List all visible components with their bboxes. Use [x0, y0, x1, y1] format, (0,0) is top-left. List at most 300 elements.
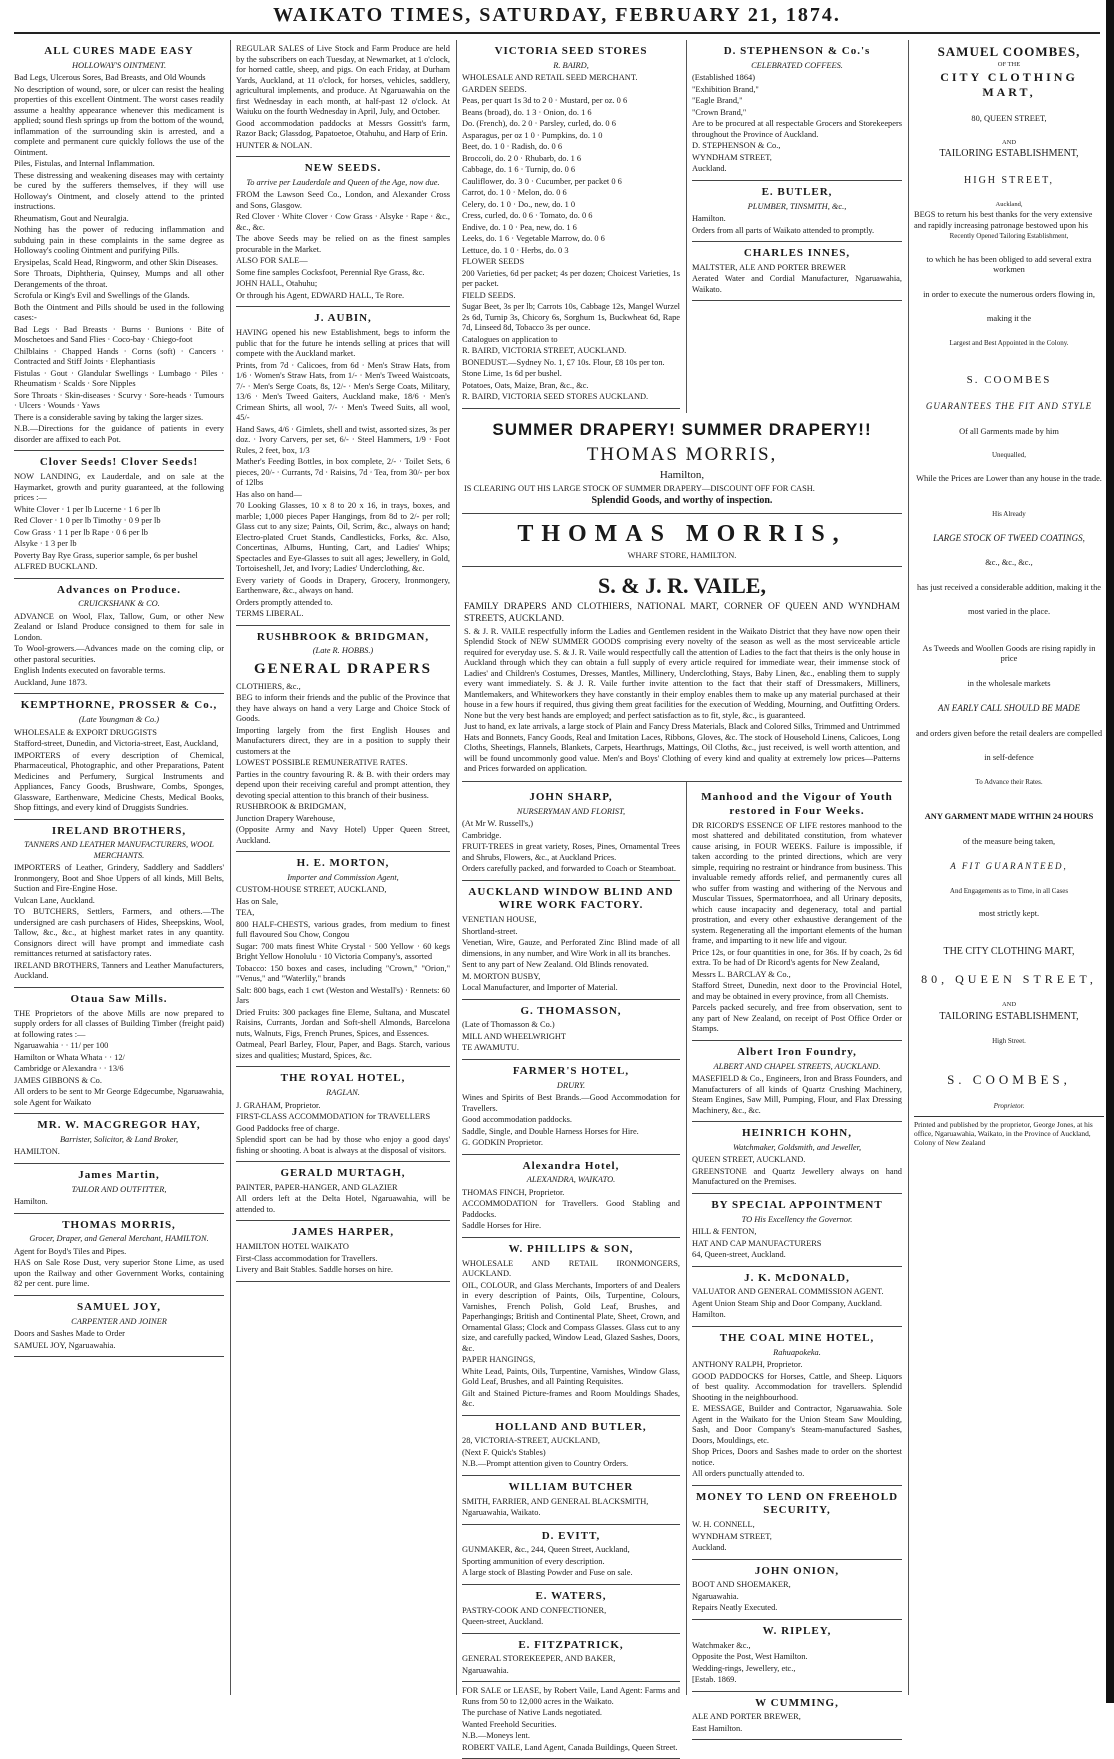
ad-heading: Albert Iron Foundry,	[737, 1045, 857, 1058]
ad-line: QUEEN STREET, AUCKLAND.	[692, 1155, 806, 1165]
ad-line: Oatmeal, Pearl Barley, Flour, Paper, and Bags. Starch, various sizes and qualities; Mustard, Spices, &c.	[236, 1040, 450, 1060]
ad-line: "Exhibition Brand,"	[692, 84, 759, 94]
advertisement	[14, 1164, 224, 1214]
ad-heading: NEW SEEDS.	[304, 162, 382, 174]
ad-line: FIRST-CLASS ACCOMMODATION for TRAVELLERS	[236, 1112, 431, 1121]
ad-line: (Next F. Quick's Stables)	[462, 1447, 546, 1457]
ad-line: NOW LANDING, ex Lauderdale, and on sale at the Haymarket, growth and purity guaranteed, at the following prices :—	[14, 472, 224, 502]
ad-line: East Hamilton.	[692, 1723, 743, 1733]
ad-line: ALFRED BUCKLAND.	[14, 562, 98, 571]
advertisement	[14, 694, 224, 819]
advertisement	[236, 157, 450, 307]
ad-line: Sore Throats · Skin-diseases · Scurvy · Sore-heads · Tumours · Ulcers · Wounds · Yaws	[14, 390, 224, 411]
ad-line: Both the Ointment and Pills should be used in the following cases:-	[14, 302, 224, 323]
ad-subheading: Barrister, Solicitor, & Land Broker,	[59, 1134, 179, 1144]
ad-heading: BY SPECIAL APPOINTMENT	[711, 1198, 883, 1211]
coombes-line: and orders given before the retail dealers are compelled	[915, 728, 1103, 738]
ad-line: HAT AND CAP MANUFACTURERS	[692, 1238, 822, 1248]
advertisement	[692, 1620, 902, 1692]
ad-subheading: (Late R. HOBBS.)	[312, 646, 374, 656]
ad-line: Cress, curled, do. 0 6 · Tomato, do. 0 6	[462, 211, 593, 221]
ad-line: Livery and Bait Stables. Saddle horses on hire.	[236, 1265, 393, 1274]
ad-line: Are to be procured at all respectable Grocers and Storekeepers throughout the Province of Auckland.	[692, 119, 902, 139]
ad-line: Wanted Freehold Securities.	[462, 1719, 557, 1729]
ad-line: Saddle Horses for Hire.	[462, 1221, 542, 1231]
ad-subheading: To arrive per Lauderdale and Queen of the Age, now due.	[246, 177, 440, 187]
ad-line: "Crown Brand,"	[692, 107, 747, 117]
advertisement	[462, 1060, 680, 1155]
advertisement	[236, 1162, 450, 1221]
ad-line: 200 Varieties, 6d per packet; 4s per dozen; Choicest Varieties, 1s per packet.	[462, 268, 680, 289]
advertisement	[462, 1000, 680, 1060]
ad-subheading: HOLLOWAY'S OINTMENT.	[71, 60, 167, 70]
coombes-line: to which he has been obliged to add several extra workmen	[926, 254, 1092, 275]
ad-line: Auckland, June 1873.	[14, 677, 88, 687]
ad-heading: E. BUTLER,	[761, 185, 833, 198]
ad-line: HUNTER & NOLAN.	[236, 140, 313, 150]
ad-line: WYNDHAM STREET,	[692, 152, 772, 162]
ad-line: GENERAL STOREKEEPER, AND BAKER,	[462, 1654, 616, 1664]
advertisement	[692, 1692, 902, 1741]
coombes-advert	[914, 40, 1104, 1116]
ad-line: Beans (broad), do. 1 3 · Onion, do. 1 6	[462, 107, 592, 117]
ad-line: First-Class accommodation for Travellers.	[236, 1253, 378, 1263]
ad-line: Scrofula or King's Evil and Swellings of the Glands.	[14, 291, 190, 301]
coombes-of: OF THE	[997, 61, 1021, 69]
ad-line: Ngaruawahia.	[692, 1591, 739, 1601]
ad-heading: J. AUBIN,	[314, 312, 372, 325]
ad-line: Has also on hand—	[236, 489, 302, 499]
ad-subheading: CRUICKSHANK & CO.	[78, 599, 160, 609]
coombes-line: S. COOMBES,	[947, 1071, 1071, 1087]
coombes-line: in self-defence	[984, 753, 1034, 763]
ad-subheading: CELEBRATED COFFEES.	[751, 60, 843, 70]
coombes-auckland: Auckland,	[995, 201, 1023, 208]
ad-line: Fistulas · Gout · Glandular Swellings · Lumbago · Piles · Rheumatism · Scalds · Sore Nipples	[14, 368, 224, 389]
ad-line: Potatoes, Oats, Maize, Bran, &c., &c.	[462, 380, 589, 390]
ad-line: Stone Lime, 1s 6d per bushel.	[462, 369, 562, 379]
advertisement	[236, 307, 450, 625]
ad-line: Chilblains · Chapped Hands · Corns (soft) · Cancers · Contracted and Stiff Joints · Elephantiasis	[14, 346, 224, 367]
ad-subheading: TANNERS AND LEATHER MANUFACTURERS, WOOL MERCHANTS.	[24, 840, 214, 860]
thomas-morris-large-heading: THOMAS MORRIS,	[517, 520, 847, 547]
vaile-text: S. & J. R. VAILE respectfully inform the Ladies and Gentlemen resident in the Waikato District that they have now open their Splendid Stock of NEW SUMMER GOODS comprising every novelty of the season as well as the most serviceable article required for everyday use. S. & J. R. Vaile would respectfully call the attention of Ladies to the fact that theirs is the only house in Auckland through which they can obtain a full supply of every article required for immediate wear, their immense stock of Ladies' and Children's Costumes, Dresses, Mantles, Millinery, Underclothing, Stays, Baby Linen, &c., enabling them to supply every want immediately. S. & J. R. Vaile further invite attention to the fact that their staff of Dressmakers, Milliners, Mantlemakers, and Whiteworkers they have constantly in their employ enables them to make up any material purchased at their house in a few hours if required, thus giving them great facilities for the execution of Wedding, Mourning, and Outfitting Orders. None but the very best hands are employed; and perfect satisfaction as to fit, style, &c., is guaranteed.	[464, 626, 900, 720]
ad-heading: IRELAND BROTHERS,	[51, 824, 187, 837]
column-divider	[230, 40, 231, 1695]
coombes-line: GUARANTEES THE FIT AND STYLE	[925, 401, 1093, 412]
ad-line: E. MESSAGE, Builder and Contractor, Ngaruawahia. Sole Agent in the Waikato for the Union Steam Saw Moulding, Sash, and Door Company's Steam-manufactured Sashes, Doors, Mouldings, etc.	[692, 1404, 902, 1445]
page-edge-shadow	[1106, 0, 1114, 1703]
advertisement	[462, 1238, 680, 1416]
ad-line: 64, Queen-street, Auckland.	[692, 1250, 786, 1259]
ad-line: 28, VICTORIA-STREET, AUCKLAND,	[462, 1436, 600, 1446]
coombes-line: most varied in the place.	[967, 607, 1051, 617]
ad-line: No description of wound, sore, or ulcer can resist the healing properties of this excellent Ointment. The worst cases readily assume a healthy appearance whenever this medicament is applied; sound flesh springs up from the bottom of the wound, inflammation of the surrounding skin is arrested, and a complete and permanent cure quickly follows the use of the Ointment.	[14, 84, 224, 157]
ad-line: Price 12s, or four quantities in one, for 36s. If by coach, 2s 6d extra. To be had of Dr Ricord's agents for New Zealand,	[692, 947, 902, 968]
ad-line: Venetian, Wire, Gauze, and Perforated Zinc Blind made of all dimensions, in any number, and Wire Work in all its branches.	[462, 938, 680, 958]
ad-line: HAVING opened his new Establishment, begs to inform the public that for the future he intends selling at prices that will compete with the Auckland market.	[236, 328, 450, 358]
ad-heading: W. RIPLEY,	[762, 1624, 832, 1637]
ad-line: Doors and Sashes Made to Order	[14, 1329, 125, 1338]
coombes-high-street: HIGH STREET,	[964, 174, 1054, 186]
ad-heading: MONEY TO LEND ON FREEHOLD SECURITY,	[695, 1490, 899, 1517]
advertisement	[236, 626, 450, 853]
ad-line: PAINTER, PAPER-HANGER, AND GLAZIER	[236, 1182, 398, 1192]
ad-line: Local Manufacturer, and Importer of Material.	[462, 983, 618, 992]
ad-line: (At Mr W. Russell's,)	[462, 819, 534, 828]
ad-line: HAMILTON HOTEL WAIKATO	[236, 1242, 349, 1251]
ad-heading: MR. W. MACGREGOR HAY,	[37, 1119, 201, 1131]
ad-heading: James Martin,	[78, 1168, 160, 1181]
ad-heading: FARMER'S HOTEL,	[512, 1064, 630, 1077]
ad-heading: J. K. McDONALD,	[744, 1271, 850, 1284]
ad-subheading: TO His Excellency the Governor.	[741, 1214, 853, 1224]
ad-line: SAMUEL JOY, Ngaruawahia.	[14, 1340, 116, 1350]
ad-line: SMITH, FARRIER, AND GENERAL BLACKSMITH,	[462, 1496, 649, 1506]
ad-line: Good accommodation paddocks at Messrs Gossitt's farm, Razor Back; Glassdog, Papatoetoe, Otahuhu, and Harp of Erin.	[236, 118, 450, 138]
ad-line: Has on Sale,	[236, 896, 279, 906]
ad-line: BEG to inform their friends and the public of the Province that they have always on hand a very Large and Choice Stock of Goods.	[236, 693, 450, 723]
coombes-line: 80, QUEEN STREET,	[921, 972, 1097, 987]
summer-drapery-banner: SUMMER DRAPERY! SUMMER DRAPERY!!	[492, 420, 872, 439]
ad-line: WYNDHAM STREET,	[692, 1531, 772, 1541]
advertisement	[692, 40, 902, 181]
coombes-line: His Already	[992, 510, 1026, 519]
ad-subheading: Watchmaker, Goldsmith, and Jeweller,	[732, 1142, 862, 1152]
ad-line: Auckland.	[692, 1543, 727, 1552]
ad-line: Importing largely from the first English Houses and Manufacturers direct, they are in a position to supply their customers at the	[236, 725, 450, 756]
ad-subheading: (Late Youngman & Co.)	[78, 715, 160, 724]
ad-line: MILL AND WHEELWRIGHT	[462, 1031, 567, 1041]
masthead-rule	[14, 32, 1100, 34]
advertisement	[14, 1214, 224, 1296]
ad-line: White Lead, Paints, Oils, Turpentine, Varnishes, Window Glass, Gold Leaf, Brushes, and all Painting Requisites.	[462, 1366, 680, 1386]
advertisement	[14, 579, 224, 695]
masthead: WAIKATO TIMES, SATURDAY, FEBRUARY 21, 1874.	[273, 4, 841, 26]
ad-heading: W CUMMING,	[755, 1696, 839, 1709]
ad-line: FIELD SEEDS.	[462, 290, 516, 300]
ad-line: LOWEST POSSIBLE REMUNERATIVE RATES.	[236, 758, 408, 767]
advertisement	[692, 1267, 902, 1327]
ad-heading: JOHN ONION,	[754, 1564, 840, 1577]
ad-line: Do. (French), do. 2 0 · Parsley, curled, do. 0 6	[462, 119, 616, 129]
ad-heading: E. FITZPATRICK,	[518, 1638, 624, 1651]
ad-line: GUNMAKER, &c., 244, Queen Street, Auckland,	[462, 1545, 630, 1555]
ad-line: W. H. CONNELL,	[692, 1520, 755, 1529]
ad-line: "Eagle Brand,"	[692, 96, 743, 106]
ad-line: Wedding-rings, Jewellery, etc.,	[692, 1663, 796, 1673]
ad-line: Rheumatism, Gout and Neuralgia.	[14, 213, 129, 223]
ad-heading: THE COAL MINE HOTEL,	[719, 1331, 875, 1344]
ad-heading: G. THOMASSON,	[520, 1004, 622, 1017]
ad-heading: AUCKLAND WINDOW BLIND AND WIRE WORK FACTORY.	[468, 885, 674, 912]
ad-heading: Advances on Produce.	[57, 583, 181, 596]
ad-line: G. GODKIN Proprietor.	[462, 1138, 543, 1147]
ad-line: Catalogues on application to	[462, 334, 558, 344]
ad-line: Lettuce, do. 1 0 · Herbs, do. 0 3	[462, 245, 569, 255]
ad-line: TO BUTCHERS, Settlers, Farmers, and others.—The undersigned are cash purchasers of Hides, Sheepskins, Wool, Tallow, &c., &c., at highest market rates in any quantity. Consignors direct will have prompt and immediate cash remittances returned at satisfactory rates.	[14, 907, 224, 959]
ad-line: Prints, from 7d · Calicoes, from 6d · Men's Straw Hats, from 1/6 · Women's Straw Hats, from 1/- · Men's Tweed Waistcoats, 7/- · Men's Serge Coats, 8s, 12/- · Men's Serge Coats, Military, 13/6 · Men's Tweed Gaiters, Auckland make, 18/6 · Men's Crimean Shirts, all wool, 7/- · Men's Tweed Suits, all wool, 45/-	[236, 360, 450, 422]
ad-subheading: Grocer, Draper, and General Merchant, HAMILTON.	[29, 1234, 209, 1244]
advertisement	[462, 881, 680, 1000]
advertisement	[462, 1476, 680, 1525]
ad-line: Queen-street, Auckland.	[462, 1617, 544, 1626]
ad-heading: Manhood and the Vigour of Youth restored in Four Weeks.	[701, 791, 893, 817]
advertisement	[14, 988, 224, 1114]
ad-line: Parcels packed securely, and free from observation, sent to any part of New Zealand, on receipt of Post Office Order or Stamps.	[692, 1003, 902, 1034]
advertisement	[462, 1634, 680, 1683]
summer-drapery-advert	[462, 413, 902, 782]
ad-line: Orders from all parts of Waikato attended to promptly.	[692, 225, 875, 235]
ad-line: There is a considerable saving by taking the larger sizes.	[14, 412, 204, 422]
ad-line: J. GRAHAM, Proprietor.	[236, 1100, 321, 1110]
coombes-line: To Advance their Rates.	[975, 777, 1043, 786]
coombes-line: AN EARLY CALL SHOULD BE MADE	[938, 703, 1080, 714]
ad-heading: D. STEPHENSON & Co.'s	[723, 45, 871, 57]
ad-line: Sore Throats, Diphtheria, Quinsey, Mumps and all other Derangements of the throat.	[14, 269, 224, 289]
ad-line: FROM the Lawson Seed Co., London, and Alexander Cross and Sons, Glasgow.	[236, 190, 450, 210]
ad-line: ADVANCE on Wool, Flax, Tallow, Gum, or other New Zealand or Island Produce consigned to them for sale in London.	[14, 611, 224, 642]
ad-subheading: RAGLAN.	[326, 1088, 360, 1097]
ad-line: Asparagus, per oz 1 0 · Pumpkins, do. 1 0	[462, 130, 603, 140]
ad-heading: CHARLES INNES,	[743, 247, 851, 259]
coombes-name: S. COOMBES	[966, 373, 1052, 386]
ad-line: Stafford Street, Dunedin, next door to the Provincial Hotel, and may be obtained in every province, from all Chemists.	[692, 981, 902, 1001]
ad-line: All orders to be sent to Mr George Edgecumbe, Ngaruawahia, sole Agent for Waikato	[14, 1087, 224, 1107]
vaile-text-2: Just to hand, ex late arrivals, a large stock of Plain and Fancy Dress Materials, Black and Colored Silks, Trimmed and Untrimmed Hats and Bonnets, Fancy Goods, Real and Imitation Laces, Ribbons, Gloves, &c. The stock of Household Linens, Calicoes, Long Cloths, Sheetings, Flannels, Blankets, Carpets, Hearthrugs, Mattings, Oil Cloths, &c., just received, is well worth attention, and will be found uncommonly good value. Men's and Boys' Clothing of every kind and quality at extremely low prices—Patterns and Prices forwarded on application.	[464, 722, 900, 773]
coombes-line: High Street.	[992, 1037, 1026, 1045]
ad-line: PAPER HANGINGS,	[462, 1355, 536, 1364]
ad-line: Or through his Agent, EDWARD HALL, Te Rore.	[236, 290, 405, 300]
ad-line: CUSTOM-HOUSE STREET, AUCKLAND,	[236, 885, 387, 895]
ad-line: Aerated Water and Cordial Manufacturer, Ngaruawahia, Waikato.	[692, 274, 902, 294]
ad-line: Vulcan Lane, Auckland.	[14, 895, 95, 905]
ad-heading: Alexandra Hotel,	[522, 1159, 620, 1172]
coombes-tailoring: TAILORING ESTABLISHMENT,	[939, 148, 1079, 159]
ad-line: Sugar Beet, 3s per lb; Carrots 10s, Cabbage 12s, Mangel Wurzel 2s 6d, Turnip 3s, Chicory 6s, Sorghum 1s, Buckwheat 6d, Rape 7d, Linseed 8d, Tobacco 3s per ounce.	[462, 302, 680, 333]
coombes-address: 80, QUEEN STREET,	[971, 114, 1047, 124]
ad-line: Stafford-street, Dunedin, and Victoria-street, East, Auckland,	[14, 739, 219, 748]
ad-line: Hamilton.	[14, 1197, 48, 1206]
ad-heading: HOLLAND AND BUTLER,	[495, 1420, 647, 1433]
ad-line: TE AWAMUTU.	[462, 1043, 520, 1053]
ad-heading: JAMES HARPER,	[291, 1226, 395, 1239]
ad-line: Messrs L. BARCLAY & Co.,	[692, 969, 791, 979]
coombes-line: Largest and Best Appointed in the Colony.	[949, 338, 1069, 347]
ad-line: FRUIT-TREES in great variety, Roses, Pines, Ornamental Trees and Shrubs, Flowers, &c., at Auckland Prices.	[462, 842, 680, 862]
ad-line: (Opposite Army and Navy Hotel) Upper Queen Street, Auckland.	[236, 825, 450, 845]
ad-subheading: R. BAIRD,	[553, 60, 589, 70]
ad-line: Shop Prices, Doors and Sashes made to order on the shortest notice.	[692, 1447, 902, 1467]
ad-line: Orders carefully packed, and forwarded to Coach or Steamboat.	[462, 864, 676, 873]
thomas-morris-advert	[462, 413, 902, 514]
ad-line: Sugar: 700 mats finest White Crystal · 500 Yellow · 60 kegs Bright Yellow Honolulu · 10 Victoria Company's, assorted	[236, 941, 450, 962]
coombes-line: ANY GARMENT MADE WITHIN 24 HOURS	[924, 812, 1094, 822]
ad-line: VENETIAN HOUSE,	[462, 915, 537, 924]
coombes-line: LARGE STOCK OF TWEED COATINGS,	[933, 533, 1085, 544]
ad-subheading: DRURY.	[556, 1080, 586, 1090]
advertisement	[692, 181, 902, 242]
ad-line: English Indents executed on favorable terms.	[14, 666, 166, 676]
coombes-line: most strictly kept.	[978, 909, 1040, 919]
thomas-morris-sub: Splendid Goods, and worthy of inspection.	[591, 495, 773, 507]
ad-line: FOR SALE or LEASE, by Robert Vaile, Land Agent: Farms and Runs from 50 to 12,000 acres in the Waikato.	[462, 1686, 680, 1706]
ad-subheading: ALEXANDRA, WAIKATO.	[526, 1175, 616, 1185]
ad-line: Piles, Fistulas, and Internal Inflammation.	[14, 159, 155, 169]
ad-line: Shortland-street.	[462, 926, 518, 936]
coombes-line: in order to execute the numerous orders flowing in,	[923, 289, 1095, 299]
advertisement	[236, 40, 450, 157]
thomas-morris-text: IS CLEARING OUT HIS LARGE STOCK OF SUMMER DRAPERY—DISCOUNT OFF FOR CASH.	[464, 483, 815, 493]
ad-line: Ngaruawahia, Waikato.	[462, 1508, 541, 1517]
thomas-morris-heading: THOMAS MORRIS,	[586, 444, 778, 466]
ad-line: Agent for Boyd's Tiles and Pipes.	[14, 1246, 127, 1256]
ad-line: Every variety of Goods in Drapery, Grocery, Ironmongery, Earthenware, &c., always on hand.	[236, 575, 450, 595]
ad-line: Hamilton.	[692, 1310, 726, 1320]
ad-line: These distressing and weakening diseases may with certainty be cured by the sufferers themselves, if they will use Holloway's Ointment, and closely attend to the printed instructions.	[14, 170, 224, 212]
ad-line: Gilt and Stained Picture-frames and Room Mouldings Shades, &c.	[462, 1388, 680, 1408]
ad-line: HILL & FENTON,	[692, 1227, 757, 1236]
thomas-morris-wharf-advert	[462, 514, 902, 568]
ad-line: To Wool-growers.—Advances made on the coming clip, or other pastoral securities.	[14, 644, 224, 664]
coombes-and: AND	[1001, 138, 1017, 146]
imprint: Printed and published by the proprietor, George Jones, at his office, Ngaruawahia, Waikato, in the Province of Auckland, Colony of New Zealand	[914, 1116, 1104, 1148]
ad-subheading: TAILOR AND OUTFITTER,	[71, 1184, 167, 1194]
ad-line: R. BAIRD, VICTORIA SEED STORES AUCKLAND.	[462, 392, 649, 402]
ad-heading: Clover Seeds! Clover Seeds!	[39, 456, 199, 469]
ad-line: Dried Fruits: 300 packages fine Eleme, Sultana, and Muscatel Raisins, Currants, Jordan and Soft-shell Almonds, Barcelona nuts, Walnuts, Figs, French Prunes, Spices, and Essences.	[236, 1007, 450, 1038]
ad-heading: RUSHBROOK & BRIDGMAN,	[256, 630, 430, 643]
coombes-line: AND	[1001, 1001, 1017, 1009]
ad-line: N.B.—Directions for the guidance of patients in every disorder are affixed to each Pot.	[14, 424, 224, 444]
ad-line: Repairs Neatly Executed.	[692, 1603, 778, 1613]
wharf-store-line: WHARF STORE, HAMILTON.	[627, 550, 737, 560]
advertisement	[14, 820, 224, 988]
ad-heading: THE ROYAL HOTEL,	[280, 1072, 406, 1085]
ad-line: HAMILTON.	[14, 1147, 60, 1157]
coombes-line: making it the	[986, 314, 1032, 324]
ad-line: THOMAS FINCH, Proprietor.	[462, 1187, 565, 1197]
coombes-line: Recently Opened Tailoring Establishment,	[949, 232, 1069, 241]
ad-line: THE Proprietors of the above Mills are now prepared to supply orders for all classes of Building Timber (freight paid) at following rates :—	[14, 1008, 224, 1039]
ad-line: All orders left at the Delta Hotel, Ngaruawahia, will be attended to.	[236, 1194, 450, 1214]
advertisement	[692, 242, 902, 301]
ad-line: Bad Legs · Bad Breasts · Burns · Bunions · Bite of Moschetoes and Sand Flies · Coco-bay · Chiego-foot	[14, 324, 224, 345]
coombes-line: BEGS to return his best thanks for the very extensive and rapidly increasing patronage bestowed upon his	[914, 210, 1093, 230]
ad-line: Tobacco: 150 boxes and cases, including "Crown," "Orion," "Venus," and "Waterlily," brands	[236, 963, 450, 984]
ad-line: Sent to any part of New Zealand. Old Blinds renovated.	[462, 960, 649, 969]
ad-subheading: PLUMBER, TINSMITH, &c.,	[747, 201, 847, 211]
ad-line: GARDEN SEEDS.	[462, 84, 527, 94]
ad-line: Hamilton or Whata Whata · · 12/	[14, 1052, 125, 1062]
ad-line: [Estab. 1869.	[692, 1675, 737, 1684]
coombes-line: TAILORING ESTABLISHMENT,	[939, 1010, 1079, 1022]
ad-line: VALUATOR AND GENERAL COMMISSION AGENT.	[692, 1287, 884, 1297]
ad-line: Poverty Bay Rye Grass, superior sample, 6s per bushel	[14, 550, 198, 560]
ad-heading: JOHN SHARP,	[529, 790, 613, 803]
ad-line: TERMS LIBERAL.	[236, 609, 304, 618]
ad-line: FLOWER SEEDS	[462, 257, 525, 267]
coombes-line: While the Prices are Lower than any house in the trade.	[916, 473, 1102, 483]
ad-line: Erysipelas, Scald Head, Ringworm, and other Skin Diseases.	[14, 257, 218, 267]
column-2	[236, 40, 450, 1695]
ad-line: Carrot, do. 1 0 · Melon, do. 0 6	[462, 188, 567, 198]
ad-line: WHOLESALE & EXPORT DRUGGISTS	[14, 727, 157, 737]
advertisement	[692, 1560, 902, 1620]
coombes-heading: SAMUEL COOMBES,	[937, 44, 1081, 59]
ad-line: Parties in the country favouring R. & B. with their orders may depend upon their receiving careful and prompt attention, they devoting special attention to this branch of their business.	[236, 769, 450, 800]
ad-line: REGULAR SALES of Live Stock and Farm Produce are held by the subscribers on each Tuesday, at Newmarket, at 1 o'clock, for horned cattle, sheep, and pigs. On each Friday, at Durham Yards, Auckland, at 11 o'clock, for horses, vehicles, saddlery, agricultural implements, and produce. At Ngaruawahia on the first Wednesday in each month, at half-past 12 o'clock. At Waiuku on the fourth Wednesday in April, July, and October.	[236, 44, 450, 116]
advertisement	[236, 1221, 450, 1281]
ad-line: Splendid sport can be had by those who enjoy a good days' fishing or shooting. A boat is always at the disposal of visitors.	[236, 1135, 450, 1155]
advertisement	[692, 1327, 902, 1486]
ad-line: MASEFIELD & Co., Engineers, Iron and Brass Founders, and Manufacturers of all kinds of Quartz Crushing Machinery, Steam Engines, Saw Mill, Pumping, Flour, and Flax Dressing Machinery, &c., &c.	[692, 1074, 902, 1115]
coombes-mart: CITY CLOTHING MART,	[940, 70, 1078, 100]
ad-line: Cambridge or Alexandra · · 13/6	[14, 1064, 124, 1073]
advertisement	[692, 1194, 902, 1267]
ad-line: Wines and Spirits of Best Brands.—Good Accommodation for Travellers.	[462, 1093, 680, 1113]
ad-line: Ngaruawahia.	[462, 1665, 509, 1675]
ad-heading: SAMUEL JOY,	[77, 1300, 161, 1313]
ad-line: Nothing has the power of reducing inflammation and subduing pain in these complaints in the same degree as Holloway's cooling Ointment and purifying Pills.	[14, 225, 224, 256]
advertisement	[462, 1525, 680, 1585]
ad-line: IRELAND BROTHERS, Tanners and Leather Manufacturers, Auckland.	[14, 960, 224, 981]
ad-line: CLOTHIERS, &c.,	[236, 681, 301, 691]
ad-line: ALSO FOR SALE—	[236, 256, 308, 266]
ad-line: PASTRY-COOK AND CONFECTIONER,	[462, 1605, 607, 1615]
ad-line: Broccoli, do. 2 0 · Rhubarb, do. 1 6	[462, 153, 582, 163]
ad-line: White Clover · 1 per lb Lucerne · 1 6 per lb	[14, 504, 161, 514]
ad-line: All orders punctually attended to.	[692, 1469, 805, 1478]
ad-line: RUSHBROOK & BRIDGMAN,	[236, 802, 347, 811]
advertisement	[462, 40, 680, 409]
column-1	[14, 40, 224, 1695]
coombes-line: Of all Garments made by him	[959, 426, 1059, 436]
ad-line: D. STEPHENSON & Co.,	[692, 141, 781, 151]
ad-line: ROBERT VAILE, Land Agent, Canada Buildings, Queen Street.	[462, 1742, 678, 1752]
ad-line: Good accommodation paddocks.	[462, 1115, 573, 1124]
ad-line: ANTHONY RALPH, Proprietor.	[692, 1360, 803, 1369]
ad-line: Salt: 800 bags, each 1 cwt (Weston and Westall's) · Rennets: 60 Jars	[236, 985, 450, 1006]
ad-line: Red Clover · 1 0 per lb Timothy · 0 9 per lb	[14, 516, 161, 525]
coombes-line: Unequalled,	[991, 451, 1026, 460]
ad-line: (Established 1864)	[692, 73, 756, 83]
column-4	[692, 40, 902, 1733]
column-divider	[908, 40, 909, 1695]
ad-line: WHOLESALE AND RETAIL IRONMONGERS, AUCKLAND.	[462, 1258, 680, 1278]
ad-heading: E. WATERS,	[535, 1589, 607, 1602]
advertisement	[462, 786, 680, 881]
advertisement	[462, 1155, 680, 1238]
ad-line: Cambridge.	[462, 830, 502, 840]
coombes-line: in the wholesale markets	[967, 678, 1051, 688]
ad-heading: ALL CURES MADE EASY	[44, 45, 194, 57]
ad-line: Cauliflower, do. 3 0 · Cucumber, per packet 0 6	[462, 176, 622, 186]
coombes-line: THE CITY CLOTHING MART,	[943, 945, 1075, 957]
ad-line: IMPORTERS of Leather, Grindery, Saddlery and Saddlers' Ironmongery, Boot and Shoe Uppers of all kinds, Mill Belts, Suction and Fire-Engine Hose.	[14, 863, 224, 894]
advertisement	[14, 1296, 224, 1357]
advertisement	[462, 1585, 680, 1634]
ad-heading: WILLIAM BUTCHER	[508, 1480, 634, 1493]
coombes-line: As Tweeds and Woollen Goods are rising rapidly in price	[922, 643, 1096, 664]
ad-line: Ngaruawahia · · 11/ per 100	[14, 1041, 109, 1050]
ad-line: Cabbage, do. 1 6 · Turnip, do. 0 6	[462, 165, 576, 175]
ad-subheading: CARPENTER AND JOINER	[71, 1316, 167, 1326]
ad-line: Cow Grass · 1 1 per lb Rape · 0 6 per lb	[14, 527, 148, 537]
advertisement	[462, 1416, 680, 1476]
ad-line: BOOT AND SHOEMAKER,	[692, 1580, 791, 1590]
coombes-line: A FIT GUARANTEED,	[950, 861, 1068, 872]
